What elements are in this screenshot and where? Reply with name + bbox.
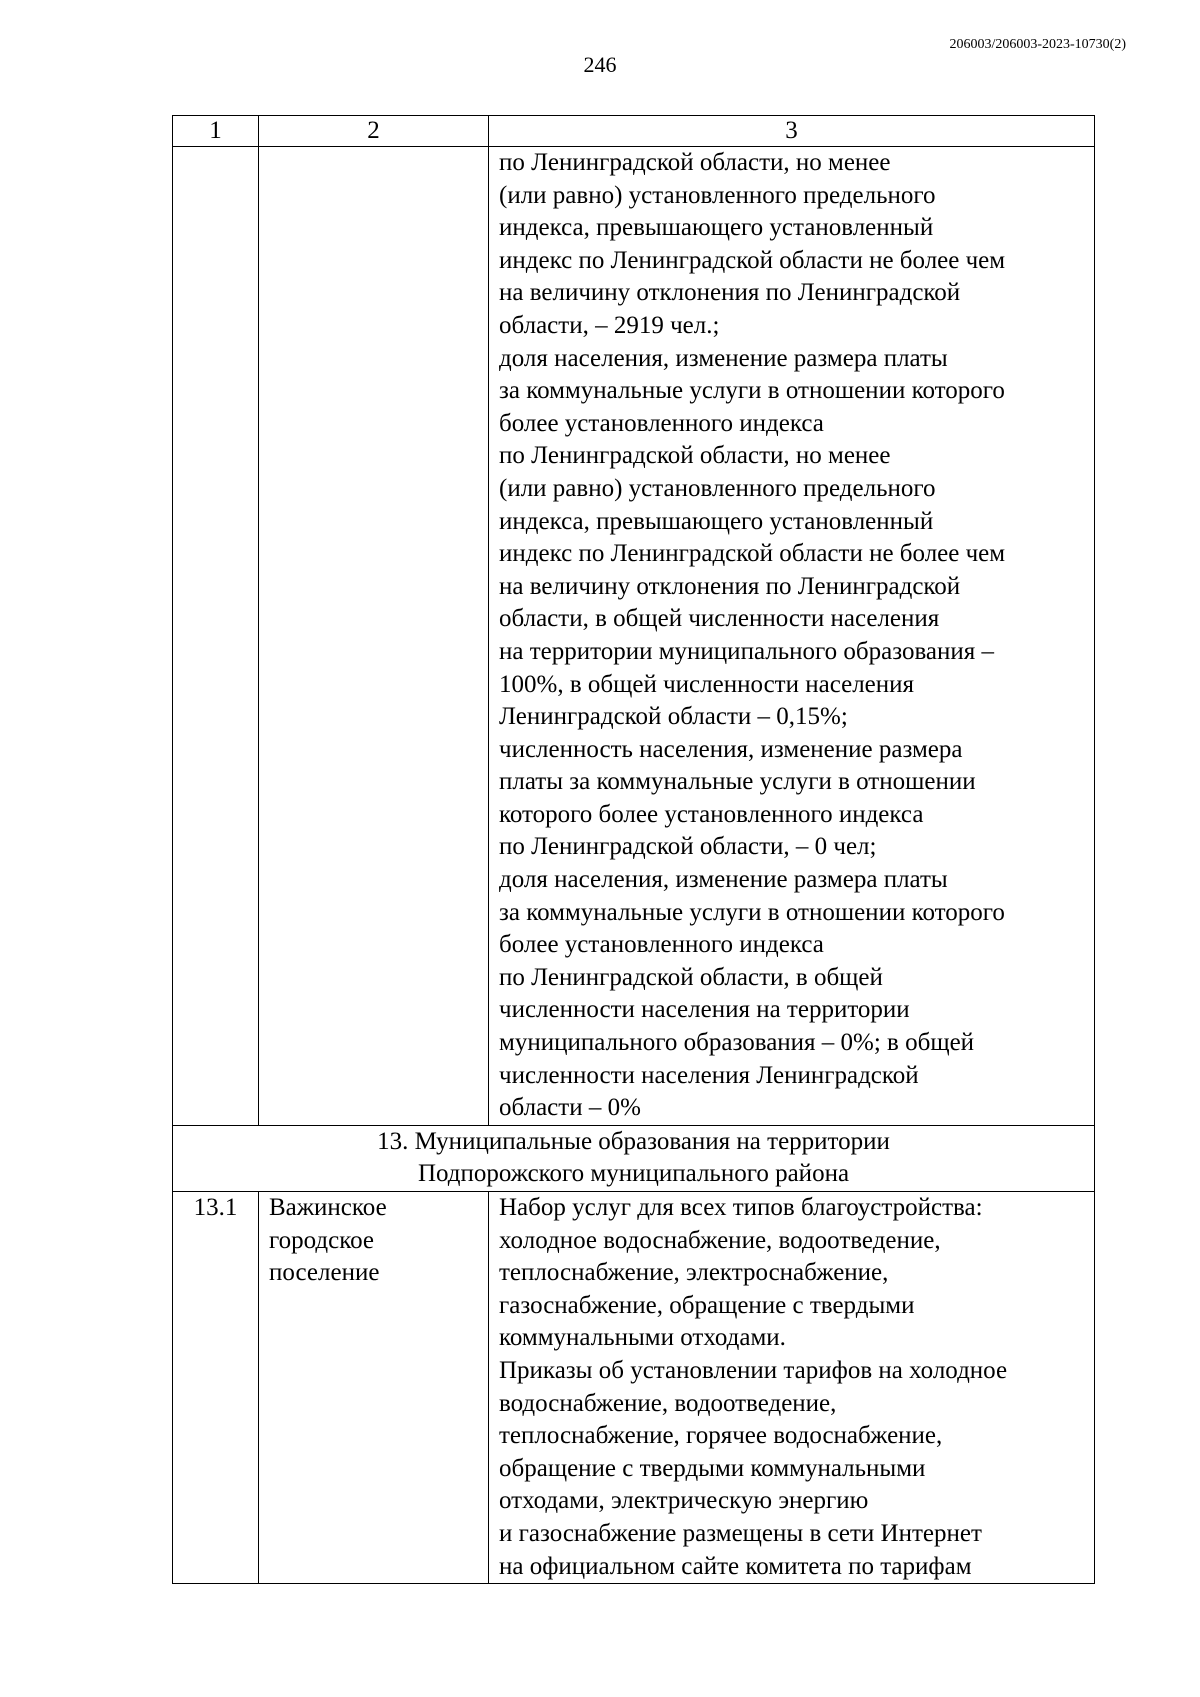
column-header-3: 3	[489, 116, 1095, 147]
table-row	[173, 1192, 1095, 1584]
row-number-cell: 13.1	[173, 1192, 259, 1584]
tariff-table	[172, 115, 1095, 1584]
document-id: 206003/206003-2023-10730(2)	[949, 37, 1126, 52]
services-description-cell: Набор услуг для всех типов благоустройства: холодное водоснабжение, водоотведение, теплоснабжение, электроснабжение, газоснабжение, обращение с твердыми коммунальными отходами. Приказы об установлении тарифов на холодное водоснабжение, водоотведение, теплоснабжение, горячее водоснабжение, обращение с твердыми коммунальными отходами, электрическую энергию и газоснабжение размещены в сети Интернет на официальном сайте комитета по тарифам	[489, 1192, 1095, 1584]
page-number: 246	[583, 52, 617, 77]
table-row	[173, 147, 1095, 1126]
column-header-1: 1	[173, 116, 259, 147]
municipality-name-cell: Важинское городское поселение	[259, 1192, 489, 1584]
continuation-name-cell	[259, 147, 489, 1126]
column-header-row	[173, 116, 1095, 147]
section-heading: 13. Муниципальные образования на территории Подпорожского муниципального района	[173, 1125, 1095, 1191]
continuation-number-cell	[173, 147, 259, 1126]
column-header-2: 2	[259, 116, 489, 147]
continuation-description-cell: по Ленинградской области, но менее (или равно) установленного предельного индекса, превышающего установленный индекс по Ленинградской области не более чем на величину отклонения по Ленинградской области, – 2919 чел.; доля населения, изменение размера платы за коммунальные услуги в отношении которого более установленного индекса по Ленинградской области, но менее (или равно) установленного предельного индекса, превышающего установленный индекс по Ленинградской области не более чем на величину отклонения по Ленинградской области, в общей численности населения на территории муниципального образования – 100%, в общей численности населения Ленинградской области – 0,15%; численность населения, изменение размера платы за коммунальные услуги в отношении которого более установленного индекса по Ленинградской области, – 0 чел; доля населения, изменение размера платы за коммунальные услуги в отношении которого более установленного индекса по Ленинградской области, в общей численности населения на территории муниципального образования – 0%; в общей численности населения Ленинградской области – 0%	[489, 147, 1095, 1126]
section-heading-row	[173, 1125, 1095, 1191]
